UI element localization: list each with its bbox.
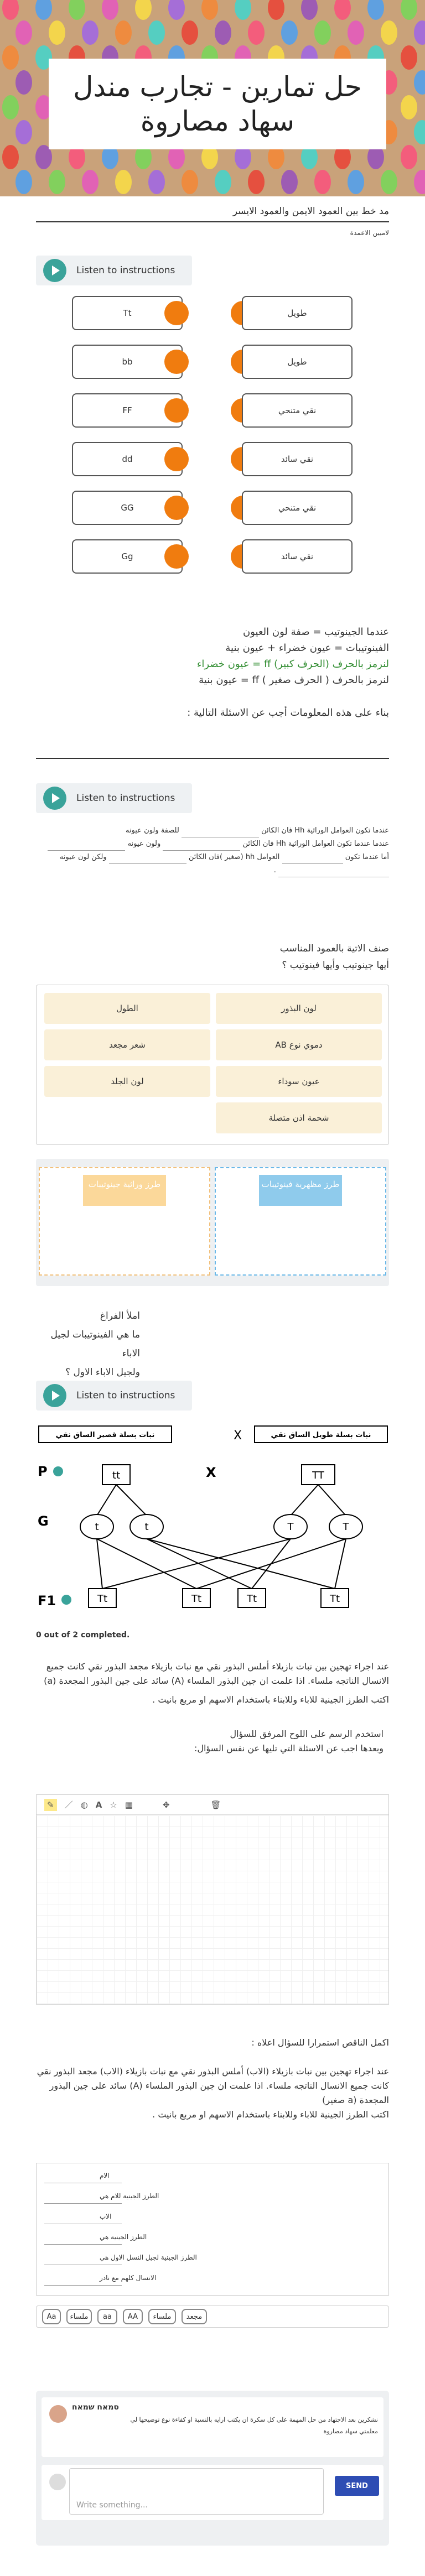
match-left-item[interactable]: Gg <box>72 539 183 574</box>
decorative-dot <box>15 70 32 95</box>
title-line-1: حل تمارين - تجارب مندل <box>73 71 362 103</box>
play-icon <box>43 787 66 810</box>
pencil-icon[interactable]: ✎ <box>44 1799 57 1811</box>
svg-text:T: T <box>287 1521 294 1533</box>
match-right-item[interactable]: نقي سائد <box>242 442 353 476</box>
pen-icon[interactable]: ／ <box>64 1800 73 1810</box>
decorative-dot <box>2 95 19 119</box>
trash-icon[interactable]: 🗑 <box>210 1799 221 1810</box>
divider <box>36 758 389 759</box>
listen-button[interactable]: Listen to instructions <box>36 1381 192 1411</box>
move-icon[interactable]: ✥ <box>162 1799 170 1810</box>
drop-zones <box>36 1159 389 1286</box>
draggable-item[interactable]: لون البذور <box>216 993 382 1024</box>
decorative-dot <box>201 0 218 20</box>
comment-input-card <box>42 2465 383 2520</box>
match-left-item[interactable]: FF <box>72 393 183 428</box>
drop-zone-genotypes[interactable]: طرز وراثية جينوتيبات <box>39 1167 210 1276</box>
decorative-dot <box>148 170 165 194</box>
match-dot[interactable] <box>164 447 189 471</box>
decorative-dot <box>15 20 32 45</box>
blank-input[interactable] <box>278 867 389 877</box>
decorative-dot <box>401 45 417 70</box>
svg-text:T: T <box>343 1521 349 1533</box>
divider <box>36 221 389 222</box>
svg-text:X: X <box>206 1465 216 1480</box>
decorative-dot <box>82 170 99 194</box>
svg-text:TT: TT <box>312 1470 324 1481</box>
decorative-dot <box>148 20 165 45</box>
decorative-dot <box>248 170 265 194</box>
question-1-heading: مد خط بين العمود الايمن والعمود الايسر <box>232 206 389 217</box>
decorative-dot <box>215 20 231 45</box>
decorative-dot <box>235 0 251 20</box>
avatar <box>49 2405 67 2423</box>
drawing-toolbar <box>37 1795 388 1815</box>
decorative-dot <box>115 20 132 45</box>
match-left-item[interactable]: Tt <box>72 296 183 330</box>
grid-icon[interactable]: ▦ <box>125 1799 133 1810</box>
decorative-dot <box>82 20 99 45</box>
question-1-sub: لاميين الاعمدة <box>350 229 389 237</box>
draggable-item[interactable]: AB دموي نوع <box>216 1029 382 1060</box>
svg-text:Tt: Tt <box>97 1593 108 1605</box>
field-label: الام <box>100 2172 110 2179</box>
svg-text:Tt: Tt <box>246 1593 257 1605</box>
decorative-dot <box>182 20 198 45</box>
decorative-dot <box>2 145 19 169</box>
draggable-item[interactable]: شعر مجعد <box>44 1029 210 1060</box>
info-block: عندما الجينوتيب = صفة لون العيون الفينوتيبات = عيون خضراء + عيون بنية لنرمز بالحرف (الحرف كبير) ff = عيون خضراء لنرمز بالحرف ( الحرف صغير ) ff = عيون بنية بناء على هذه المعلومات أجب عن الاسئلة التالية : <box>187 626 389 719</box>
drawing-board[interactable] <box>36 1794 389 2005</box>
match-dot[interactable] <box>164 301 189 325</box>
svg-text:X: X <box>234 1429 242 1443</box>
decorative-dot <box>348 20 364 45</box>
draggable-item[interactable]: لون الجلد <box>44 1066 210 1097</box>
star-icon[interactable]: ☆ <box>110 1799 117 1810</box>
parent-box-right: نبات بسلة طويل الساق نقي <box>271 1431 371 1439</box>
drawing-canvas[interactable] <box>37 1815 388 2004</box>
color-icon[interactable]: ◍ <box>80 1799 88 1810</box>
decorative-dot <box>182 170 198 194</box>
decorative-dot <box>168 0 185 20</box>
question-5-text: عند اجراء تهجين بين نبات بازيلاء أملس البذور نقي مع نبات بازيلاء مجعد البذور نقي كانت جميع الانسال الناتجه ملساء. اذا علمت ان جين البذور الملساء (A) سائد على جين البذور المجعدة (a) اكتب الطرز الجينية للاباء وللابناء باستخدام الاسهم او مربع بانيت . استخدم الرسم على اللوح المرفق للسؤال وبعدها اجب عن الاسئلة التي تليها عن نفس السؤال: <box>44 1661 389 1753</box>
decorative-dot <box>314 20 331 45</box>
decorative-dot <box>381 170 397 194</box>
page-title <box>49 59 386 149</box>
decorative-dot <box>49 20 65 45</box>
svg-text:Tt: Tt <box>191 1593 202 1605</box>
decorative-dot <box>367 0 384 20</box>
answer-blank[interactable] <box>44 2244 122 2245</box>
comment-input[interactable]: Write something... <box>69 2468 324 2515</box>
decorative-dot <box>15 170 32 194</box>
field-label: الطرز الجينية لجيل النسل الاول هي <box>100 2254 197 2261</box>
comment-card: סמאח שמאח نشكرين بعد الاجتهاد من حل المهمة على كل سكرة ان يكتب ارايه بالنسبة او كفاءة نوع توضيحها لي معلمتي سهاد مصاروة <box>42 2397 383 2457</box>
word-chip[interactable]: ملساء <box>148 2309 176 2324</box>
decorative-dot <box>401 145 417 169</box>
hero-banner <box>0 0 425 196</box>
blank-input[interactable] <box>48 841 125 851</box>
svg-text:t: t <box>144 1521 149 1533</box>
decorative-dot <box>414 120 425 144</box>
blank-input[interactable] <box>163 841 240 851</box>
listen-button[interactable]: Listen to instructions <box>36 256 192 285</box>
word-chip[interactable]: مجعد <box>182 2309 207 2324</box>
decorative-dot <box>414 70 425 95</box>
field-label: الطرز الجينية هي <box>100 2233 147 2241</box>
user-avatar <box>49 2474 66 2490</box>
text-icon[interactable]: A <box>95 1799 102 1810</box>
match-left-item[interactable]: dd <box>72 442 183 476</box>
decorative-dot <box>2 45 19 70</box>
answer-blank[interactable] <box>44 2203 122 2204</box>
listen-button[interactable]: Listen to instructions <box>36 783 192 813</box>
play-icon <box>43 259 66 282</box>
match-right-item[interactable]: نقي متنحي <box>242 393 353 428</box>
decorative-dot <box>414 170 425 194</box>
match-right-item[interactable]: نقي متنحي <box>242 491 353 525</box>
decorative-dot <box>401 95 417 119</box>
match-dot[interactable] <box>164 544 189 569</box>
decorative-dot <box>268 0 284 20</box>
decorative-dot <box>381 20 397 45</box>
blank-input[interactable] <box>282 854 343 864</box>
parent-box-left: نبات بسلة قصير الساق نقي <box>55 1431 155 1439</box>
field-label: الانسال كلهم مع نادر <box>100 2274 157 2282</box>
match-dot[interactable] <box>164 350 189 374</box>
match-left-item[interactable]: bb <box>72 345 183 379</box>
word-chip[interactable]: ملساء <box>66 2309 92 2324</box>
decorative-dot <box>314 170 331 194</box>
decorative-dot <box>102 0 118 20</box>
match-right-item[interactable]: طويل <box>242 345 353 379</box>
decorative-dot <box>215 170 231 194</box>
decorative-dot <box>15 120 32 144</box>
commenter-name: סמאח שמאח <box>72 2403 119 2412</box>
word-chip[interactable]: aa <box>97 2309 117 2324</box>
decorative-dot <box>348 170 364 194</box>
draggable-item[interactable]: شحمة اذن متصلة <box>216 1102 382 1133</box>
svg-text:G: G <box>38 1513 49 1529</box>
completion-status: 0 out of 2 completed. <box>36 1631 130 1640</box>
decorative-dot <box>135 0 152 20</box>
decorative-dot <box>49 170 65 194</box>
blank-input[interactable] <box>109 854 186 864</box>
decorative-dot <box>281 20 298 45</box>
svg-text:t: t <box>95 1521 99 1533</box>
title-line-2: سهاد مصاروة <box>140 105 295 137</box>
send-button[interactable]: SEND <box>335 2476 379 2496</box>
decorative-dot <box>301 0 318 20</box>
question-4-heading: املأ الفراغ ما هي الفينوتيبات لجيل الاباء ولجيل الاباء الاول ؟ <box>50 1310 140 1378</box>
blank-input[interactable] <box>182 828 259 837</box>
decorative-dot <box>2 0 19 20</box>
drop-zone-phenotypes[interactable]: طرز مظهرية فينوتيبات <box>215 1167 386 1276</box>
match-dot[interactable] <box>164 398 189 423</box>
check-dot <box>61 1595 71 1605</box>
svg-text:P: P <box>38 1464 48 1479</box>
svg-text:tt: tt <box>112 1470 121 1481</box>
decorative-dot <box>69 0 85 20</box>
decorative-dot <box>248 20 265 45</box>
match-right-item[interactable]: طويل <box>242 296 353 330</box>
svg-text:F1: F1 <box>38 1593 56 1609</box>
draggable-item[interactable]: عيون سوداء <box>216 1066 382 1097</box>
field-label: الطرز الجينية للام هي <box>100 2192 159 2200</box>
svg-text:Tt: Tt <box>329 1593 340 1605</box>
question-6-text: اكمل الناقص استمرارا للسؤال اعلاه : عند اجراء تهجين بين نبات بازيلاء (الاب) أملس البذور نقي مع نبات بازيلاء (الاب) مجعد البذور نقي كانت جميع الانسال الناتجه ملساء. اذا علمت ان جين البذور الملساء (A) سائد على جين البذور المجعدة (a صغير) اكتب الطرز الجينية للاباء وللابناء باستخدام الاسهم او مربع بانيت . <box>37 2037 389 2120</box>
fill-in-sentences: عندما تكون العوامل الوراثية Hh فان الكائن للصفة ولون عيونه عندما عندما تكون العوامل الوراثية Hh فان الكائن ولون عيونه أما عندما تكون العوامل hh (صغير )فان الكائن ولكن لون عيونه . <box>36 824 389 877</box>
play-icon <box>43 1384 66 1407</box>
decorative-dot <box>281 170 298 194</box>
draggable-item[interactable]: الطول <box>44 993 210 1024</box>
match-right-item[interactable]: نقي سائد <box>242 539 353 574</box>
decorative-dot <box>334 0 351 20</box>
question-3-heading: صنف الاتية بالعمود المناسب أيها جينوتيب وأيها فينوتيب ؟ <box>279 943 389 971</box>
decorative-dot <box>414 20 425 45</box>
word-chip[interactable]: Aa <box>42 2309 61 2324</box>
check-dot <box>53 1466 63 1476</box>
answer-blank[interactable] <box>44 2285 122 2286</box>
decorative-dot <box>35 0 52 20</box>
field-label: الاب <box>100 2213 112 2220</box>
match-dot[interactable] <box>164 496 189 520</box>
decorative-dot <box>115 170 132 194</box>
match-left-item[interactable]: GG <box>72 491 183 525</box>
decorative-dot <box>401 0 417 20</box>
comment-text: نشكرين بعد الاجتهاد من حل المهمة على كل سكرة ان يكتب ارايه بالنسبة او كفاءة نوع توضيحها لي <box>130 2416 378 2423</box>
word-chip[interactable]: AA <box>123 2309 143 2324</box>
cross-diagram <box>33 1422 393 1637</box>
comment-section <box>36 2391 389 2546</box>
